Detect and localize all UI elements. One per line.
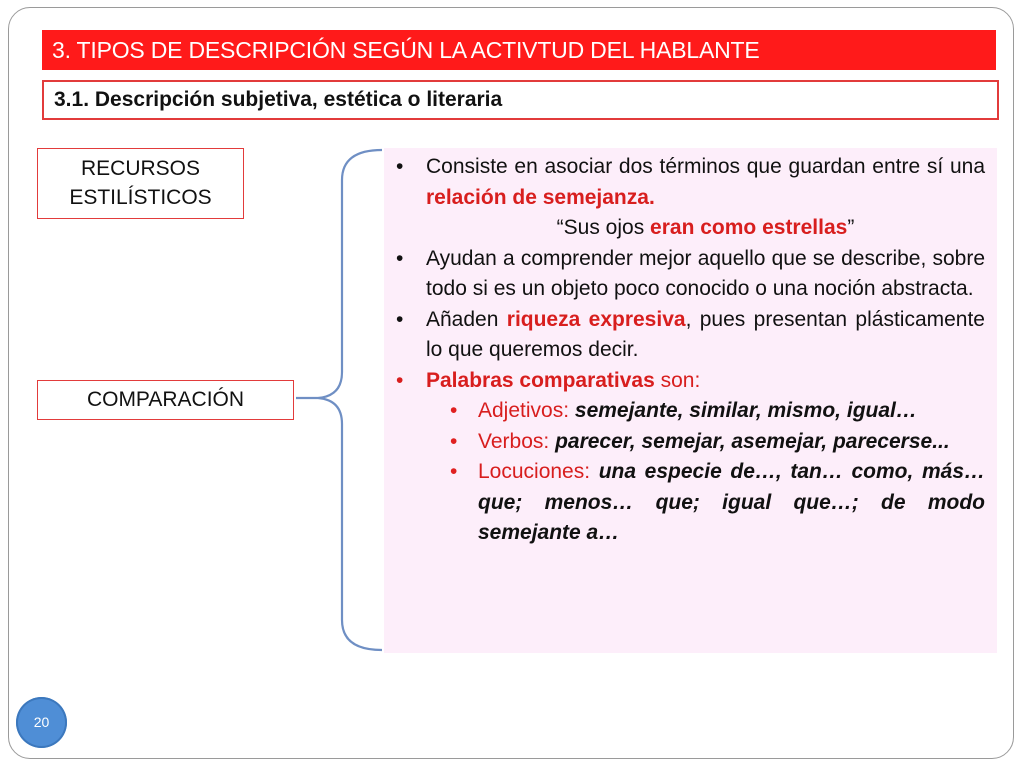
content-panel [384, 148, 997, 653]
sub-bullet-dot: • [450, 460, 458, 483]
palabras-after: son: [654, 368, 701, 392]
relacion-semejanza-highlight: relación de semejanza. [426, 185, 655, 209]
sub-adjetivos [392, 396, 985, 427]
example-quote [392, 213, 985, 244]
quote-highlight: eran como estrellas [650, 216, 848, 239]
sub-bullet-dot: • [450, 399, 458, 422]
bullet-ayudan-text: Ayudan a comprender mejor aquello que se describe, sobre todo si es un objeto poco conocido o una noción abstracta. [426, 246, 985, 300]
bullet-dot: • [396, 307, 404, 331]
bullet-anaden [392, 305, 985, 366]
sub-locuciones [392, 457, 985, 549]
comparacion-label: COMPARACIÓN [37, 380, 294, 420]
verbos-label: Verbos: [478, 429, 550, 453]
recursos-line2: ESTILÍSTICOS [69, 186, 212, 209]
anaden-before: Añaden [426, 307, 507, 331]
locuciones-label: Locuciones: [478, 460, 591, 483]
bullet-dot: • [396, 368, 404, 392]
quote-open: “Sus ojos [556, 216, 651, 239]
palabras-comparativas-highlight: Palabras comparativas [426, 368, 655, 392]
brace-connector [290, 140, 390, 660]
verbos-examples: parecer, semejar, asemejar, parecerse... [555, 429, 950, 453]
riqueza-expresiva-highlight: riqueza expresiva [506, 307, 686, 331]
bullet-dot: • [396, 246, 404, 270]
recursos-estilisticos-label [37, 148, 244, 219]
adjetivos-label: Adjetivos: [478, 399, 570, 422]
bullet-consiste-text: Consiste en asociar dos términos que guardan entre sí una [426, 155, 985, 178]
anaden-after: , pues presentan plásticamente lo que queremos decir. [426, 307, 985, 361]
page-number-badge: 20 [16, 697, 67, 748]
bullet-ayudan [392, 244, 985, 305]
bullet-consiste [392, 152, 985, 213]
recursos-line1: RECURSOS [80, 157, 201, 180]
locuciones-examples: una especie de…, tan… como, más… que; menos… que; igual que…; de modo semejante a… [478, 460, 985, 544]
quote-close: ” [847, 216, 855, 239]
sub-bullet-dot: • [450, 429, 458, 453]
slide-title: 3. TIPOS DE DESCRIPCIÓN SEGÚN LA ACTIVTUD DEL HABLANTE [42, 30, 996, 70]
adjetivos-examples: semejante, similar, mismo, igual… [574, 399, 917, 422]
sub-verbos [392, 427, 985, 458]
slide-subtitle: 3.1. Descripción subjetiva, estética o literaria [42, 80, 999, 120]
bullet-palabras [392, 366, 985, 397]
brace-path [296, 150, 382, 650]
bullet-dot: • [396, 155, 404, 178]
